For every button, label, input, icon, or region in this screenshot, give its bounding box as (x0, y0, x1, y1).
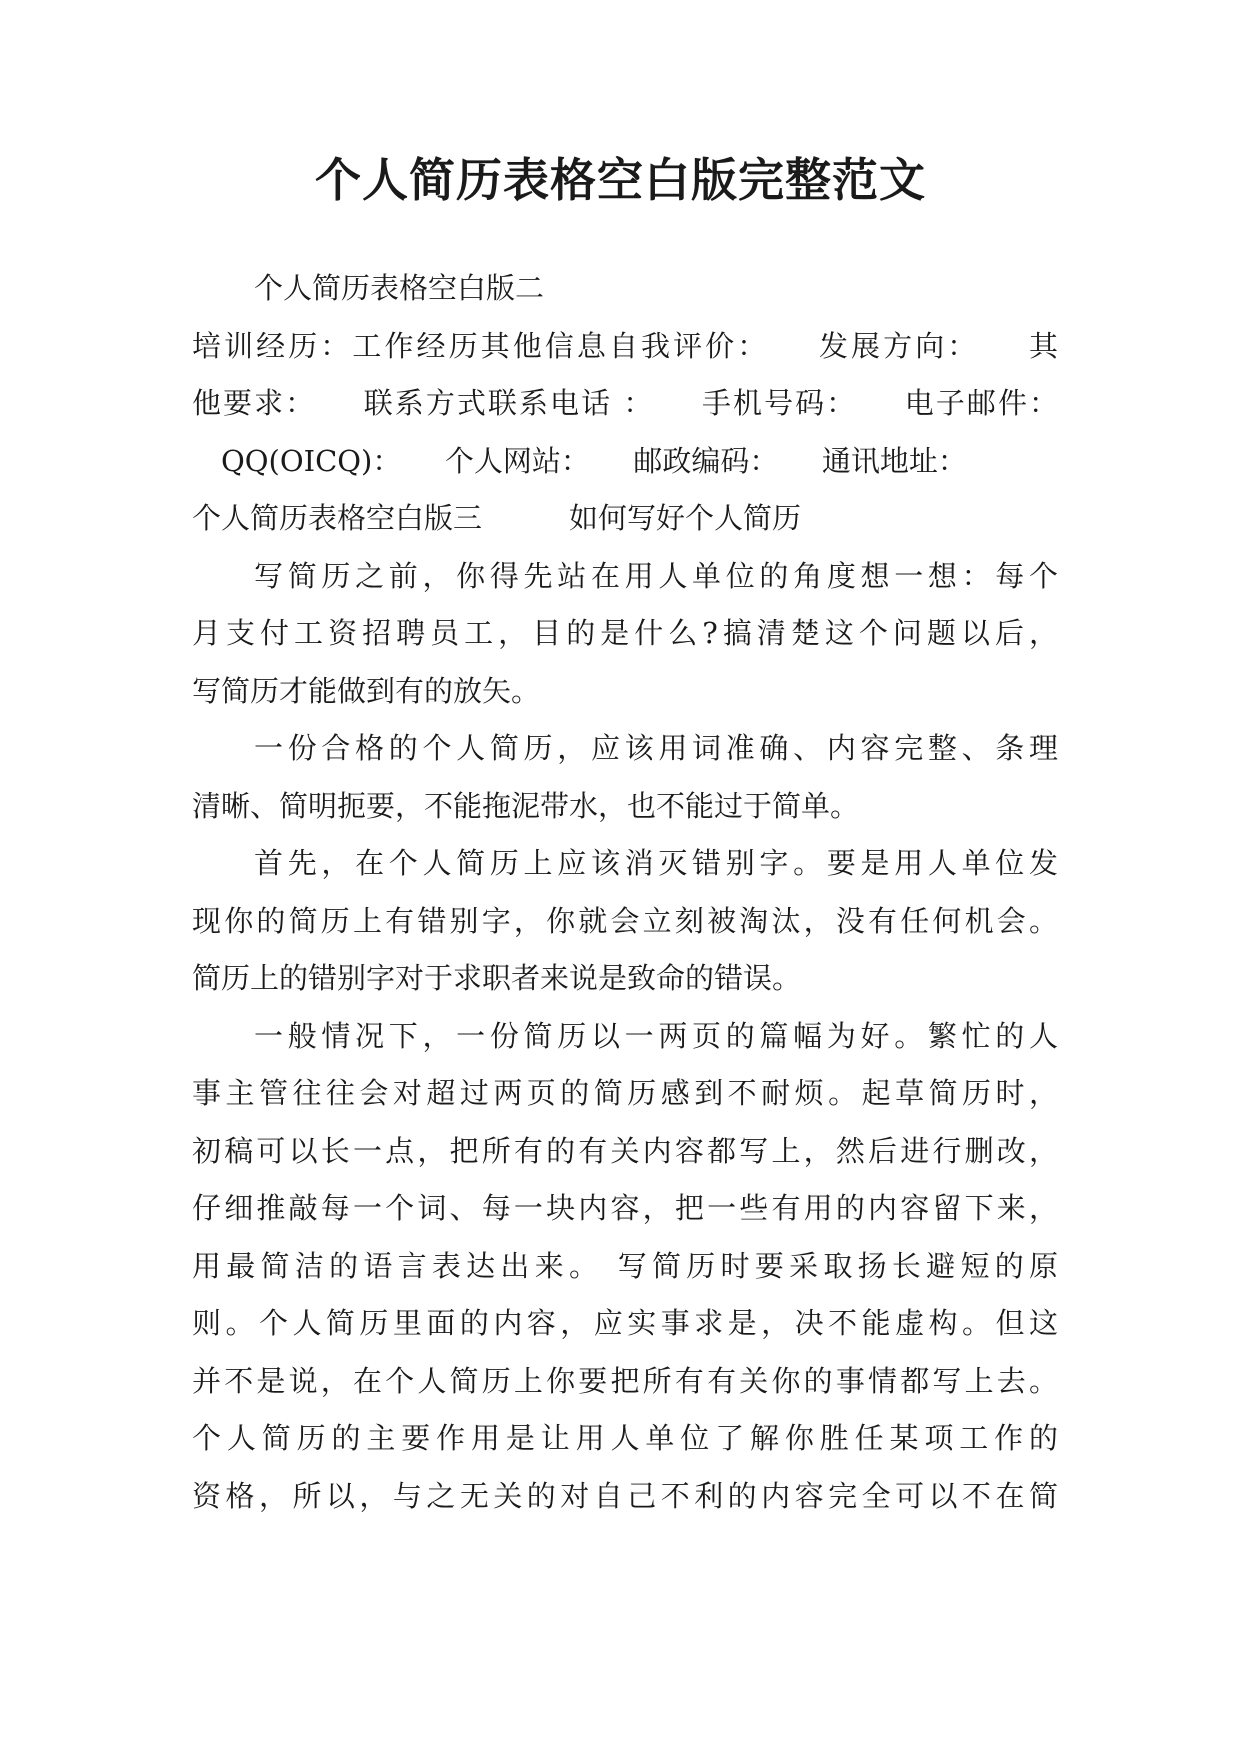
paragraph-line: 现你的简历上有错别字，你就会立刻被淘汰，没有任何机会。 (192, 903, 1058, 938)
paragraph-line: 一份合格的个人简历，应该用词准确、内容完整、条理 (254, 731, 1058, 765)
paragraph-line: 仔细推敲每一个词、每一块内容，把一些有用的内容留下来， (192, 1191, 1058, 1225)
section-heading-resume-template-3: 个人简历表格空白版三 如何写好个人简历 (192, 501, 802, 535)
section-heading-resume-template-2: 个人简历表格空白版二 (254, 271, 545, 305)
paragraph-line: 事主管往往会对超过两页的简历感到不耐烦。起草简历时， (192, 1076, 1058, 1110)
paragraph-line: 用最简洁的语言表达出来。 写简历时要采取扬长避短的原 (192, 1248, 1058, 1283)
paragraph-line: 简历上的错别字对于求职者来说是致命的错误。 (192, 961, 802, 995)
paragraph-line: 月支付工资招聘员工，目的是什么?搞清楚这个问题以后， (192, 616, 1058, 650)
paragraph-line: 则。个人简历里面的内容，应实事求是，决不能虚构。但这 (192, 1306, 1058, 1340)
paragraph-line: 资格，所以，与之无关的对自己不利的内容完全可以不在简 (192, 1478, 1058, 1513)
paragraph-line: 清晰、简明扼要，不能拖泥带水，也不能过于简单。 (192, 788, 860, 823)
paragraph-line: 个人简历的主要作用是让用人单位了解你胜任某项工作的 (192, 1421, 1058, 1455)
paragraph-line: QQ(OICQ)： 个人网站： 邮政编码： 通讯地址： (192, 443, 967, 478)
paragraph-line: 首先，在个人简历上应该消灭错别字。要是用人单位发 (254, 846, 1058, 880)
paragraph-line: 培训经历：工作经历其他信息自我评价： 发展方向： 其 (192, 328, 1058, 363)
paragraph-line: 写简历之前，你得先站在用人单位的角度想一想：每个 (254, 558, 1058, 593)
paragraph-line: 并不是说，在个人简历上你要把所有有关你的事情都写上去。 (192, 1363, 1058, 1398)
paragraph-line: 他要求： 联系方式联系电话 ： 手机号码： 电子邮件： (192, 386, 1058, 420)
paragraph-line: 写简历才能做到有的放矢。 (192, 673, 541, 708)
document-title: 个人简历表格空白版完整范文 (315, 153, 926, 207)
document-body (192, 260, 1058, 1525)
paragraph-line: 一般情况下，一份简历以一两页的篇幅为好。繁忙的人 (254, 1018, 1058, 1053)
paragraph-line: 初稿可以长一点，把所有的有关内容都写上，然后进行删改， (192, 1133, 1058, 1168)
